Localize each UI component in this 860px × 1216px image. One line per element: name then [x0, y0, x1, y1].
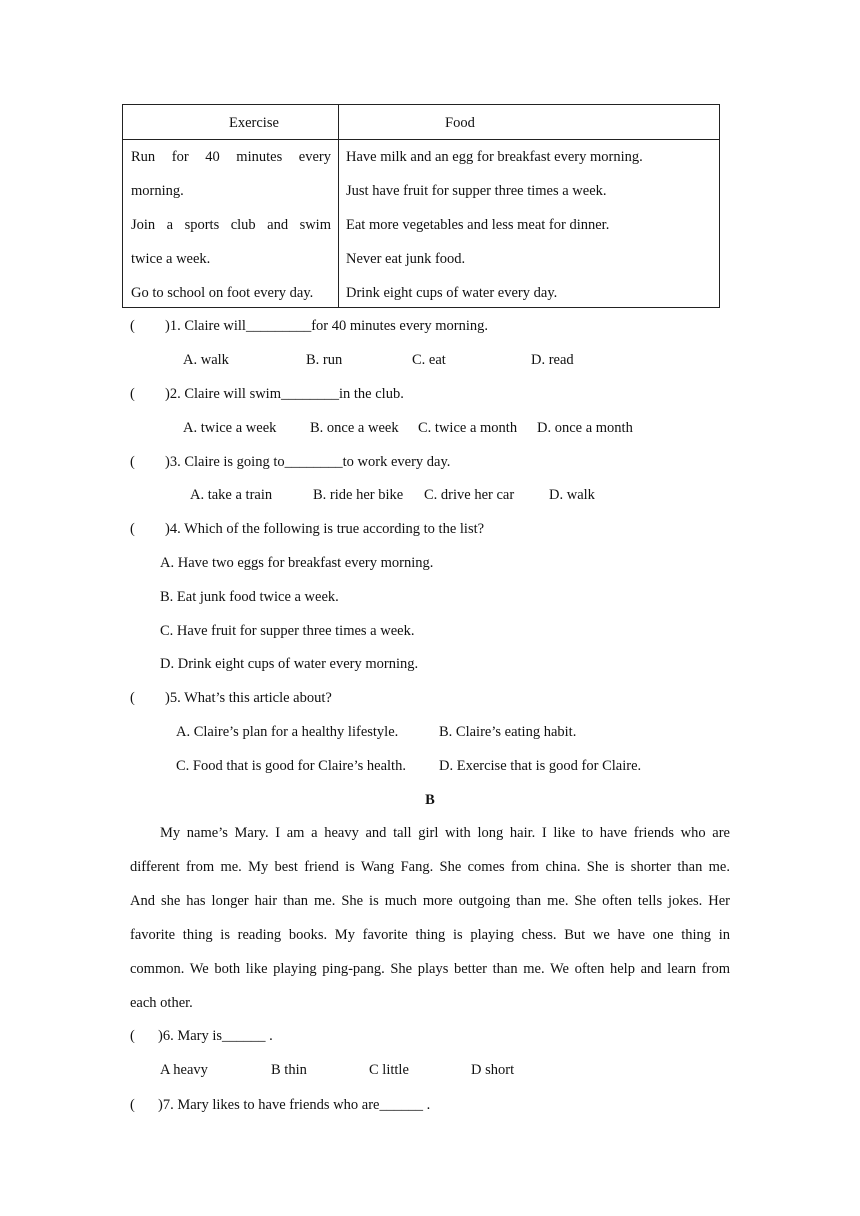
q6-option-b: B thin	[271, 1062, 307, 1078]
q5-option-d: D. Exercise that is good for Claire.	[439, 758, 642, 774]
q6-option-a: A heavy	[160, 1062, 208, 1078]
q5-option-a: A. Claire’s plan for a healthy lifestyle.	[176, 724, 399, 740]
food-line: Drink eight cups of water every day.	[346, 285, 558, 301]
q2-blank[interactable]: ________	[281, 386, 339, 402]
q6-bracket: (	[130, 1028, 135, 1044]
q3-option-c: C. drive her car	[424, 487, 515, 503]
q4-option-c: C. Have fruit for supper three times a week.	[160, 623, 415, 639]
q5-stem: )5. What’s this article about?	[165, 690, 332, 706]
exercise-line: Run for 40 minutes every	[131, 149, 331, 165]
q2-option-d: D. once a month	[537, 420, 633, 436]
q3-option-d: D. walk	[549, 487, 595, 503]
q4-option-d: D. Drink eight cups of water every morning.	[160, 656, 419, 672]
table-header-divider	[123, 139, 719, 140]
passage-line: My name’s Mary. I am a heavy and tall girl with long hair. I like to have friends who are	[160, 825, 730, 841]
food-line: Just have fruit for supper three times a week.	[346, 183, 607, 199]
section-b-heading: B	[425, 792, 435, 808]
passage-line: each other.	[130, 995, 193, 1011]
q2-stem: )2. Claire will swim________in the club.	[165, 386, 404, 402]
q3-option-b: B. ride her bike	[313, 487, 404, 503]
table-header-exercise: Exercise	[229, 115, 279, 131]
q5-option-b: B. Claire’s eating habit.	[439, 724, 577, 740]
q4-bracket: (	[130, 521, 135, 537]
exercise-food-table	[122, 104, 720, 308]
q3-bracket: (	[130, 454, 135, 470]
q2-option-a: A. twice a week	[183, 420, 277, 436]
q1-option-d: D. read	[531, 352, 574, 368]
q5-bracket: (	[130, 690, 135, 706]
q2-option-c: C. twice a month	[418, 420, 518, 436]
exercise-line: Go to school on foot every day.	[131, 285, 314, 301]
q6-stem: )6. Mary is______ .	[158, 1028, 273, 1044]
q7-bracket: (	[130, 1097, 135, 1113]
q4-stem: )4. Which of the following is true according to the list?	[165, 521, 485, 537]
q1-option-c: C. eat	[412, 352, 446, 368]
q1-bracket: (	[130, 318, 135, 334]
passage-line: different from me. My best friend is Wang Fang. She comes from china. She is shorter than me.	[130, 859, 730, 875]
q1-option-b: B. run	[306, 352, 343, 368]
passage-line: favorite thing is reading books. My favorite thing is playing chess. But we have one thing in	[130, 927, 730, 943]
q4-option-a: A. Have two eggs for breakfast every morning.	[160, 555, 434, 571]
passage-line: And she has longer hair than me. She is much more outgoing than me. She often tells jokes. Her	[130, 893, 730, 909]
q7-stem: )7. Mary likes to have friends who are______ .	[158, 1097, 431, 1113]
passage-line: common. We both like playing ping-pang. She plays better than me. We often help and learn from	[130, 961, 730, 977]
table-column-divider	[338, 105, 339, 307]
q4-option-b: B. Eat junk food twice a week.	[160, 589, 339, 605]
q3-option-a: A. take a train	[190, 487, 273, 503]
q6-option-c: C little	[369, 1062, 409, 1078]
q5-option-c: C. Food that is good for Claire’s health.	[176, 758, 406, 774]
exercise-line: morning.	[131, 183, 184, 199]
exercise-line: Join a sports club and swim	[131, 217, 331, 233]
food-line: Eat more vegetables and less meat for dinner.	[346, 217, 610, 233]
q2-bracket: (	[130, 386, 135, 402]
q1-option-a: A. walk	[183, 352, 229, 368]
q1-stem: )1. Claire will_________for 40 minutes every morning.	[165, 318, 488, 334]
q6-option-d: D short	[471, 1062, 515, 1078]
table-header-food: Food	[445, 115, 475, 131]
q2-option-b: B. once a week	[310, 420, 399, 436]
food-line: Never eat junk food.	[346, 251, 466, 267]
q3-stem: )3. Claire is going to________to work every day.	[165, 454, 451, 470]
q3-blank[interactable]: ________	[284, 454, 343, 470]
food-line: Have milk and an egg for breakfast every morning.	[346, 149, 643, 165]
q1-blank[interactable]: _________	[245, 318, 312, 334]
exercise-line: twice a week.	[131, 251, 211, 267]
